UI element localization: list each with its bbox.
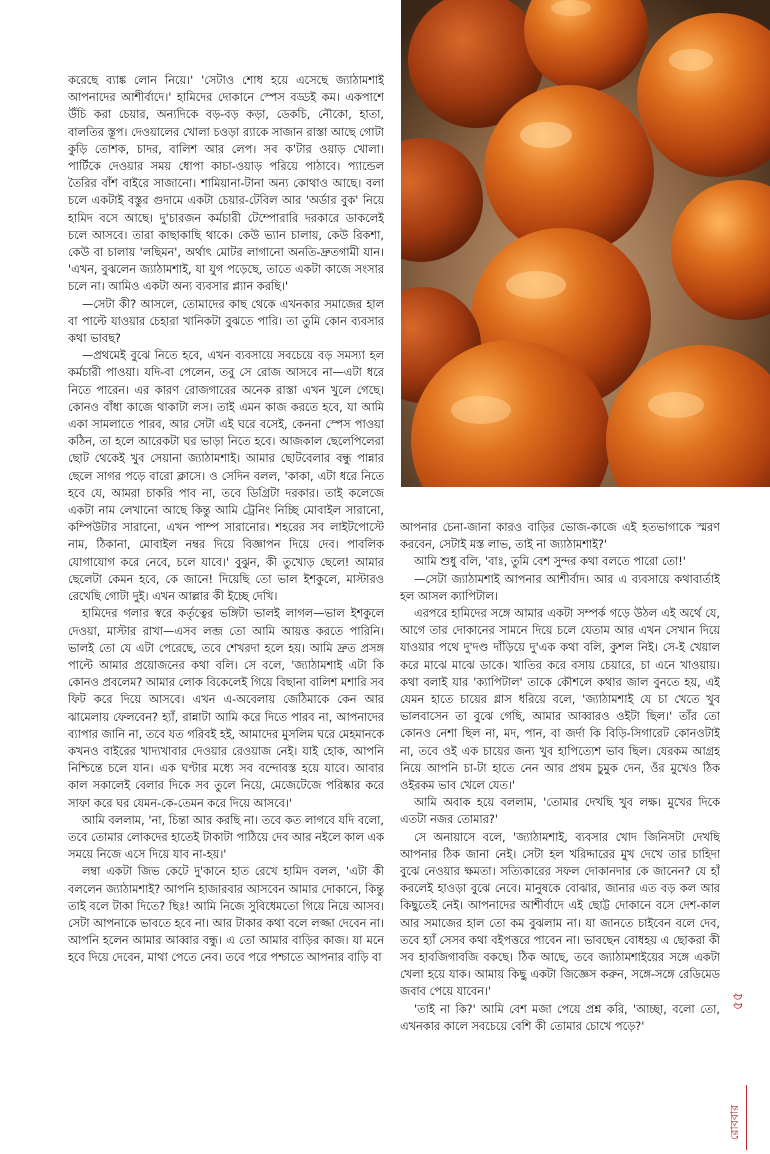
magazine-name: রোববার bbox=[728, 1104, 741, 1140]
paragraph: —সেটা জ্যাঠামশাই আপনার আশীর্বাদ। আর এ ব্যবসায়ে কথাবার্তাই হল আসল ক্যাপিটাল। bbox=[400, 572, 720, 603]
paragraph: আমি বললাম, 'না, চিন্তা আর করছি না। তবে কত লাগবে যদি বলো, তবে তোমার লোকদের হাতেই টাকাটা পাঠিয়ে দেব আর নইলে কাল এক সময়ে নিজে এসে দিয়ে যাব না-হয়।' bbox=[68, 813, 384, 862]
article-column-left bbox=[68, 72, 384, 1112]
paragraph: —সেটা কী? আসলে, তোমাদের কাছ থেকে এখনকার সমাজের হাল বা পাল্টে যাওয়ার চেহারা খানিকটা বুঝতে পারি। তা তুমি কোন ব্যবসার কথা ভাবছ? bbox=[68, 297, 384, 346]
paragraph: আমি অবাক হয়ে বললাম, 'তোমার দেখছি খুব লক্ষ। মুখের দিকে এতটা নজর তোমার?' bbox=[400, 796, 720, 827]
paragraph: আমি শুধু বলি, 'বাঃ, তুমি বেশ সুন্দর কথা বলতে পারো তো!' bbox=[414, 555, 686, 569]
gulab-jamun-photo bbox=[401, 0, 770, 487]
paragraph: —প্রথমেই বুঝে নিতে হবে, এখন ব্যবসায়ে সবচেয়ে বড় সমস্যা হল কর্মচারী পাওয়া। যদি-বা পেলেন, তবু সে রোজ আসবে না—এটা ধরে নিতে পারেন। এর কারণ রোজগারের অনেক রাস্তা এখন খুলে গেছে। কোনও বাঁধা কাজে থাকাটা লস। তাই এমন কাজ করতে হবে, যা আমি একা সামলাতে পারব, আর সেটা এই ঘরে বসেই, কেননা স্পেস পাওয়া কঠিন, তা হলে আরেকটা ঘর ভাড়া নিতে হবে। আজকাল ছেলেপিলেরা ছোট থেকেই খুব সেয়ানা জ্যাঠামশাই। আমার ছোটবেলার বন্ধু পান্নার ছেলে সাগর পড়ে বারো ক্লাসে। ও সেদিন বলল, 'কাকা, এটা ধরে নিতে হবে যে, আমরা চাকরি পাব না, তবে ডিগ্রিটা দরকার। তাই কলেজে একটা নাম লেখানো আছে কিন্তু আমি ট্রেনিং নিচ্ছি মোবাইল সারানো, কম্পিউটার সারানো, এখন পাম্প সারানোর। শহরের সব লাইটপোস্টে নাম, ঠিকানা, মোবাইল নম্বর দিয়ে বিজ্ঞাপন দিয়ে দেব। পাবলিক যোগাযোগ করে নেবে, চলে যাবে।' বুঝুন, কী তুখোড় ছেলে! আমার ছেলেটা কেমন হবে, কে জানে! দিয়েছি তো ভাল ইশকুলে, মাস্টারও রেখেছি গোটা দুই। এখন আল্লার কী ইচ্ছে দেখি। bbox=[68, 349, 384, 604]
gulab-jamun-illustration bbox=[401, 0, 770, 487]
article-column-right bbox=[400, 519, 720, 1099]
paragraph: করেছে ব্যাঙ্ক লোন নিয়ে।' 'সেটাও শোধ হয়ে এসেছে জ্যাঠামশাই আপনাদের আশীর্বাদে।' হামিদের দোকানে স্পেস বড্ডই কম। একপাশে উঁচি করা চেয়ার, অন্যদিকে বড়-বড় কড়া, ডেকচি, নৌকো, হাতা, বালতির স্তূপ। দেওয়ালের খোলা চওড়া র‍্যাকে সাজান রাস্তা আছে গোটা কুড়ি তোশক, চাদর, বালিশ আর লেপ। সব ক'টার ওয়াড় খোলা। পার্টিকে দেওয়ার সময় ধোপা কাচা-ওয়াড় পরিয়ে পাঠাবে। প্যান্ডেল তৈরির বাঁশ বাইরে সাজানো। শামিয়ানা-টানা অন্য কোথাও আছে। বলা চলে একটাই বস্তুর গুদামে একটা চেয়ার-টেবিল আর 'অর্ডার বুক' নিয়ে হামিদ বসে আছে। দু'চারজন কর্মচারী টেম্পোরারি দরকারে ডাকলেই চলে আসবে। তারা কাছাকাছি থাকে। কেউ ভ্যান চালায়, কেউ রিকশা, কেউ বা চালায় 'লছিমন', অর্থাৎ মোটর লাগানো অনতি-দ্রুতগামী যান। 'এখন, বুঝলেন জ্যাঠামশাই, যা যুগ পড়েছে, তাতে একটা কাজে সংসার চলে না। আমিও একটা অন্য ব্যবসার প্ল্যান করছি।' bbox=[68, 74, 384, 294]
paragraph: লম্বা একটা জিভ কেটে দু'কানে হাত রেখে হামিদ বলল, 'এটা কী বললেন জ্যাঠামশাই? আপনি হাজারবার আসবেন আমার দোকানে, কিন্তু তাই বলে টাকা দিতে? ছিঃ! আমি নিজে সুবিধেমতো গিয়ে নিয়ে আসব। সেটা আপনাকে ভাবতে হবে না। আর টাকার কথা বলে লজ্জা দেবেন না। আপনি হলেন আমার আব্বার বন্ধু। এ তো আমার বাড়ির কাজ। যা মনে হবে দিয়ে দেবেন, মাথা পেতে নেব। তবে পরে পশ্চাতে আপনার বাড়ি বা bbox=[68, 865, 384, 965]
paragraph: 'তাই না কি?' আমি বেশ মজা পেয়ে প্রশ্ন করি, 'আচ্ছা, বলো তো, এখনকার কালে সবচেয়ে বেশি কী তোমার চোখে পড়ে?' bbox=[400, 1002, 720, 1033]
paragraph: সে অনায়াসে বলে, 'জ্যাঠামশাই, ব্যবসার খোদ জিনিসটা দেখছি আপনার ঠিক জানা নেই। সেটা হল খরিদ্দারের মুখ দেখে তার চাহিদা বুঝে নেওয়ার ক্ষমতা। সত্যিকারের সফল দোকানদার কে জানেন? যে হাঁ করলেই হাওড়া বুঝে নেবে। মানুষকে বোঝার, জানার এত বড় কল আর কিছুতেই নেই। আপনাদের আশীর্বাদে এই ছোট্ট দোকানে বসে দেশ-কাল আর সমাজের হাল তো কম বুঝলাম না। যা জানতে চাইবেন বলে দেব, তবে হ্যাঁ সেসব কথা বইপত্তরে পাবেন না। ভাবছেন বোধহয় এ ছোকরা কী সব হাবজিগাবজি বকছে। ঠিক আছে, তবে জ্যাঠামশাইয়ের সঙ্গে একটা খেলা হয়ে যাক। আমায় কিছু একটা জিজ্ঞেস করুন, সঙ্গে-সঙ্গে রেডিমেড জবাব পেয়ে যাবেন।' bbox=[400, 830, 720, 999]
page-number: ৫৫ bbox=[730, 991, 746, 1010]
paragraph: এরপরে হামিদের সঙ্গে আমার একটা সম্পর্ক গড়ে উঠল এই অর্থে যে, আগে তার দোকানের সামনে দিয়ে চলে যেতাম আর এখন সেখান দিয়ে যাওয়ার পথে দু'দণ্ড দাঁড়িয়ে দু'এক কথা বলি, কুশল নিই। সে-ই খেয়াল করে মাঝে মাঝে ডাকে। খাতির করে বসায় চেয়ারে, চা এনে খাওয়ায়। কথা বলাই যার 'ক্যাপিটাল' তাকে কৌশলে কথার জাল বুনতে হয়, এই যেমন হাতে চায়ের গ্লাস ধরিয়ে বলে, 'জ্যাঠামশাই যে চা খেতে খুব ভালবাসেন তা বুঝে গেছি, আমার আব্বারও ওইটা ছিল।' তাঁর তো কোনও নেশা ছিল না, মদ, পান, বা জর্দা কি বিড়ি-সিগারেট কোনওটাই না, তবে ওই এক চায়ের জন্য খুব হাপিত্যেশ ভাব ছিল। যেরকম আগ্রহ নিয়ে আপনি চা-টা হাতে নেন আর প্রথম চুমুক দেন, ওঁর মুখেও ঠিক ওইরকম ভাব খেলে যেত।' bbox=[400, 607, 720, 793]
paragraph: হামিদের গলার স্বরে কর্তৃত্বের ভঙ্গিটা ভালই লাগল—ভাল ইশকুলে দেওয়া, মাস্টার রাখা—এসব লব্জ তো আমি আয়ত্ত করতে পারিনি। ভালই তো যে এটা পেরেছে, তবে শেখরদা হলে হয়। আমি দ্রুত প্রসঙ্গ পাল্টে আমার প্রয়োজনের কথা বলি। সে বলে, 'জ্যাঠামশাই এটা কি কোনও প্রবলেম? আমার লোক বিকেলেই গিয়ে বিছানা বালিশ মশারি সব ফিট করে দিয়ে আসবে। এখন এ-অবেলায় জেঠিমাকে কেন আর ঝামেলায় ফেলবেন? হ্যাঁ, রান্নাটা আমি করে দিতে পারব না, আপনাদের ব্যাপার জানি না, তবে যত গরিবই হই, আমাদের মুসলিম ঘরে মেহমানকে কখনও বাইরের খাদ্যখাবার দেওয়ার রেওয়াজ নেই। যাই হোক, আপনি নিশ্চিন্তে চলে যান। এক ঘণ্টার মধ্যে সব বন্দোবস্ত হয়ে যাবে। আবার কাল সকালেই বেলার দিকে সব তুলে নিয়ে, মেজেটেজে পরিষ্কার করে সাফা করে ঘর যেমন-কে-তেমন করে দিয়ে আসবে।' bbox=[68, 607, 384, 810]
paragraph: আপনার চেনা-জানা কারও বাড়ির ভোজ-কাজে এই হতভাগাকে স্মরণ করবেন, সেটাই মস্ত লাভ, তাই না জ্যাঠামশাই?' bbox=[400, 521, 720, 552]
folio-divider bbox=[746, 1085, 747, 1150]
